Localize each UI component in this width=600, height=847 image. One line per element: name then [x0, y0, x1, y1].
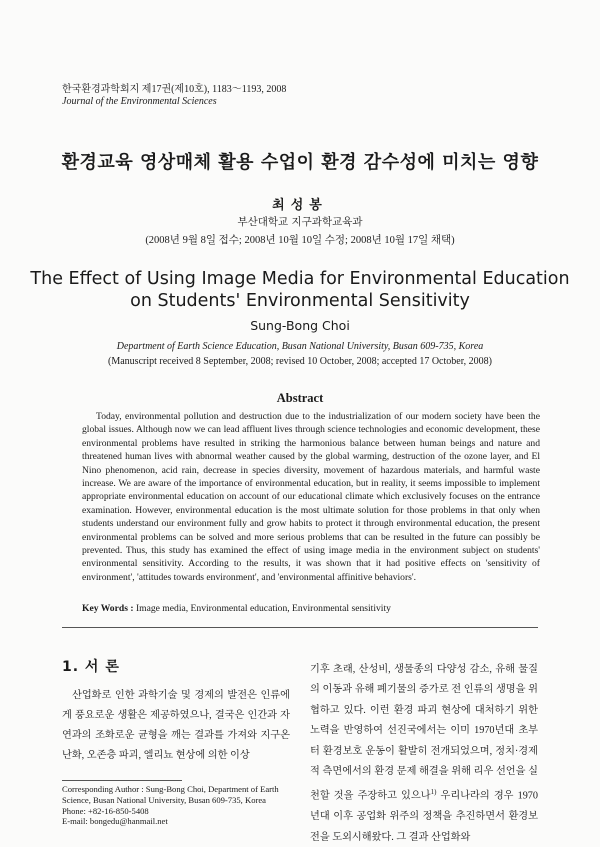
dates-korean: (2008년 9월 8일 접수; 2008년 10월 10일 수정; 2008년 10월 17일 채택)	[145, 235, 455, 246]
title-korean: 환경교육 영상매체 활용 수업이 환경 감수성에 미치는 영향	[61, 152, 539, 173]
body-right-part2: 우리나라의 경우 1970년대 이후 공업화 위주의 정책을 추진하면서 환경보전을 도외시해왔다. 그 결과 산업화와	[310, 790, 538, 843]
body-right-part1: 기후 초래, 산성비, 생물종의 다양성 감소, 유해 물질의 이동과 유해 폐기물의 증가로 전 인류의 생명을 위협하고 있다. 이런 환경 파괴 현상에 대처하기 위한 노력을 반영하여 선진국에서는 이미 1970년대 초부터 환경보호 운동이 활발히 전개되었으며, 정치·경제적 측면에서의 환경 문제 해결을 위해 리우 선언을 실천할 것을 주장하고 있으나	[310, 664, 538, 802]
footnote-phone: Phone: +82-16-850-5408	[62, 805, 149, 816]
journal-name-en: Journal of the Environmental Sciences	[62, 96, 217, 107]
abstract-heading: Abstract	[276, 391, 324, 405]
author-english: Sung-Bong Choi	[250, 318, 350, 333]
dates-english: (Manuscript received 8 September, 2008; revised 10 October, 2008; accepted 17 October, 2008)	[108, 356, 492, 367]
keywords-label: Key Words :	[82, 603, 134, 614]
body-column-right	[310, 660, 538, 847]
journal-info-ko: 한국환경과학회지 제17권(제10호), 1183～1193, 2008	[62, 84, 287, 95]
author-korean: 최성봉	[272, 198, 328, 213]
title-english-line1: The Effect of Using Image Media for Environmental Education	[30, 269, 570, 289]
body-column-left: 산업화로 인한 과학기술 및 경제의 발전은 인류에게 풍요로운 생활은 제공하였으나, 결국은 인간과 자연과의 조화로운 균형을 깨는 결과를 가져와 지구온난화, 오존층 파괴, 엘리뇨 현상에 의한 이상	[62, 690, 290, 761]
keywords-text: Image media, Environmental education, Environmental sensitivity	[135, 603, 391, 614]
footnote-email: E-mail: bongedu@hanmail.net	[62, 816, 168, 827]
citation-superscript: 1)	[430, 788, 437, 797]
footnote-line2: Science, Busan National University, Busan 609-735, Korea	[62, 794, 266, 805]
corresponding-author-footnote	[62, 784, 297, 827]
section-divider	[62, 627, 538, 628]
footnote-divider	[62, 780, 182, 781]
keywords	[82, 603, 391, 614]
affiliation-english: Department of Earth Science Education, Busan National University, Busan 609-735, Korea	[116, 341, 484, 352]
title-english	[0, 268, 600, 312]
journal-header	[62, 84, 286, 108]
title-english-line2: on Students' Environmental Sensitivity	[130, 291, 470, 311]
abstract-body: Today, environmental pollution and destruction due to the industrialization of our modern society have been the global issues. Although now we can lead affluent lives through science technologies and economic development, these environmental problems have resulted in striking the harmonious balance between human beings and nature and threatened human lives with abnormal weather caused by the global warming, destruction of the ozone layer, and El Nino phenomenon, acid rain, decrease in species diversity, movement of hazardous materials, and harmful waste increase. We are aware of the importance of environmental education, but in reality, it seems impossible to implement appropriate environmental education on account of our educational climate which exclusively focuses on the entrance examination. However, environmental education is the most ultimate solution for those problems in that only when students understand our environment fully and grow habits to protect it through environmental education, the present environmental problems can be solved and more serious problems that can be resulted in the future can possibly be prevented. Thus, this study has examined the effect of using image media in the environment subject on students' environmental sensitivity. According to the results, it was shown that it had positive effects on 'sensitivity of environment', 'attitudes towards environment', and 'environmental affinitive behaviors'.	[82, 411, 540, 583]
section-heading: 1. 서 론	[62, 659, 120, 675]
footnote-line1: Corresponding Author : Sung-Bong Choi, Department of Earth	[62, 784, 279, 794]
affiliation-korean: 부산대학교 지구과학교육과	[237, 216, 363, 228]
